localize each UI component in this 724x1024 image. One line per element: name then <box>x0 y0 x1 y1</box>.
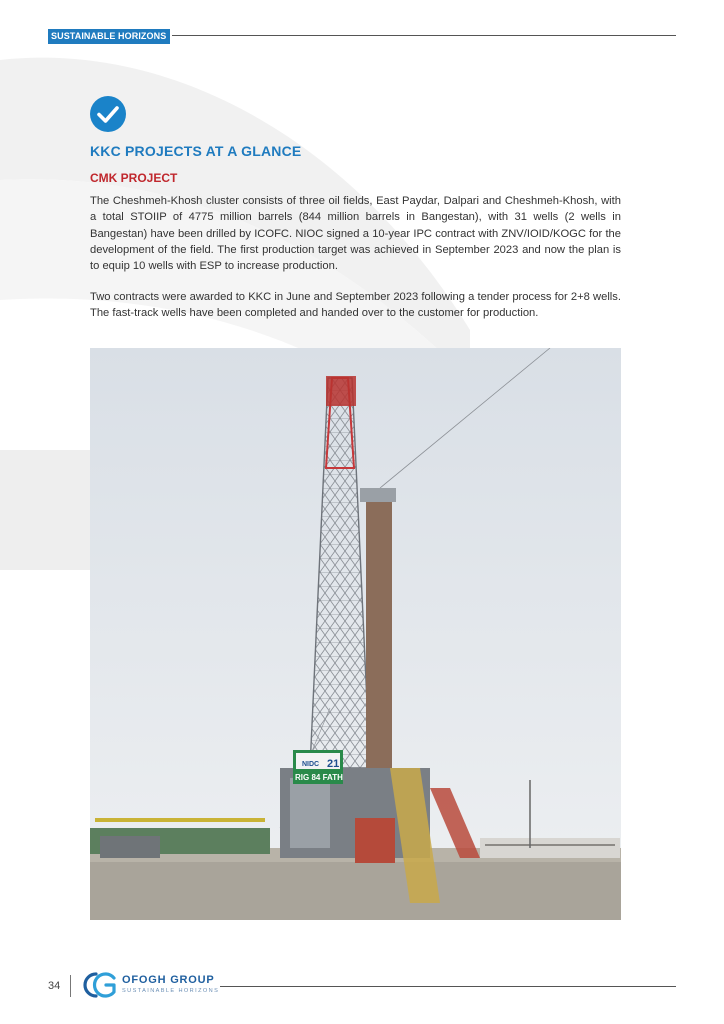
footer-subtitle: SUSTAINABLE HORIZONS <box>122 988 220 994</box>
drilling-rig-photo <box>90 348 621 920</box>
section-title: KKC PROJECTS AT A GLANCE <box>90 143 302 159</box>
footer-brand: OFOGH GROUP <box>122 974 215 986</box>
header-divider <box>172 35 676 36</box>
sign-logo: NIDC <box>302 761 320 768</box>
footer-divider <box>220 986 676 987</box>
ofogh-logo-icon <box>80 970 118 1000</box>
sign-text: RIG 84 FATH <box>295 773 343 782</box>
project-paragraph-1: The Cheshmeh-Khosh cluster consists of three oil fields, East Paydar, Dalpari and Cheshmeh-Khosh, with a total STOIIP of 4775 million barrels (844 million barrels in Bangestan), with 31 wells (2 wells in Bangestan) have been drilled by ICOFC. NIOC signed a 10-year IPC contract with ZNV/IOID/KOGC for the development of the field. The first production target was achieved in September 2023 and now the plan is to equip 10 wells with ESP to increase production. <box>90 195 621 273</box>
check-circle-icon <box>90 96 126 132</box>
project-paragraph-2: Two contracts were awarded to KKC in June and September 2023 following a tender process for 2+8 wells. The fast-track wells have been completed and handed over to the customer for production. <box>90 291 621 320</box>
sign-number: 21 <box>327 758 340 770</box>
project-title: CMK PROJECT <box>90 171 178 185</box>
page-number: 34 <box>48 980 61 992</box>
header-section-tag: SUSTAINABLE HORIZONS <box>48 29 170 44</box>
footer-separator <box>70 975 71 997</box>
